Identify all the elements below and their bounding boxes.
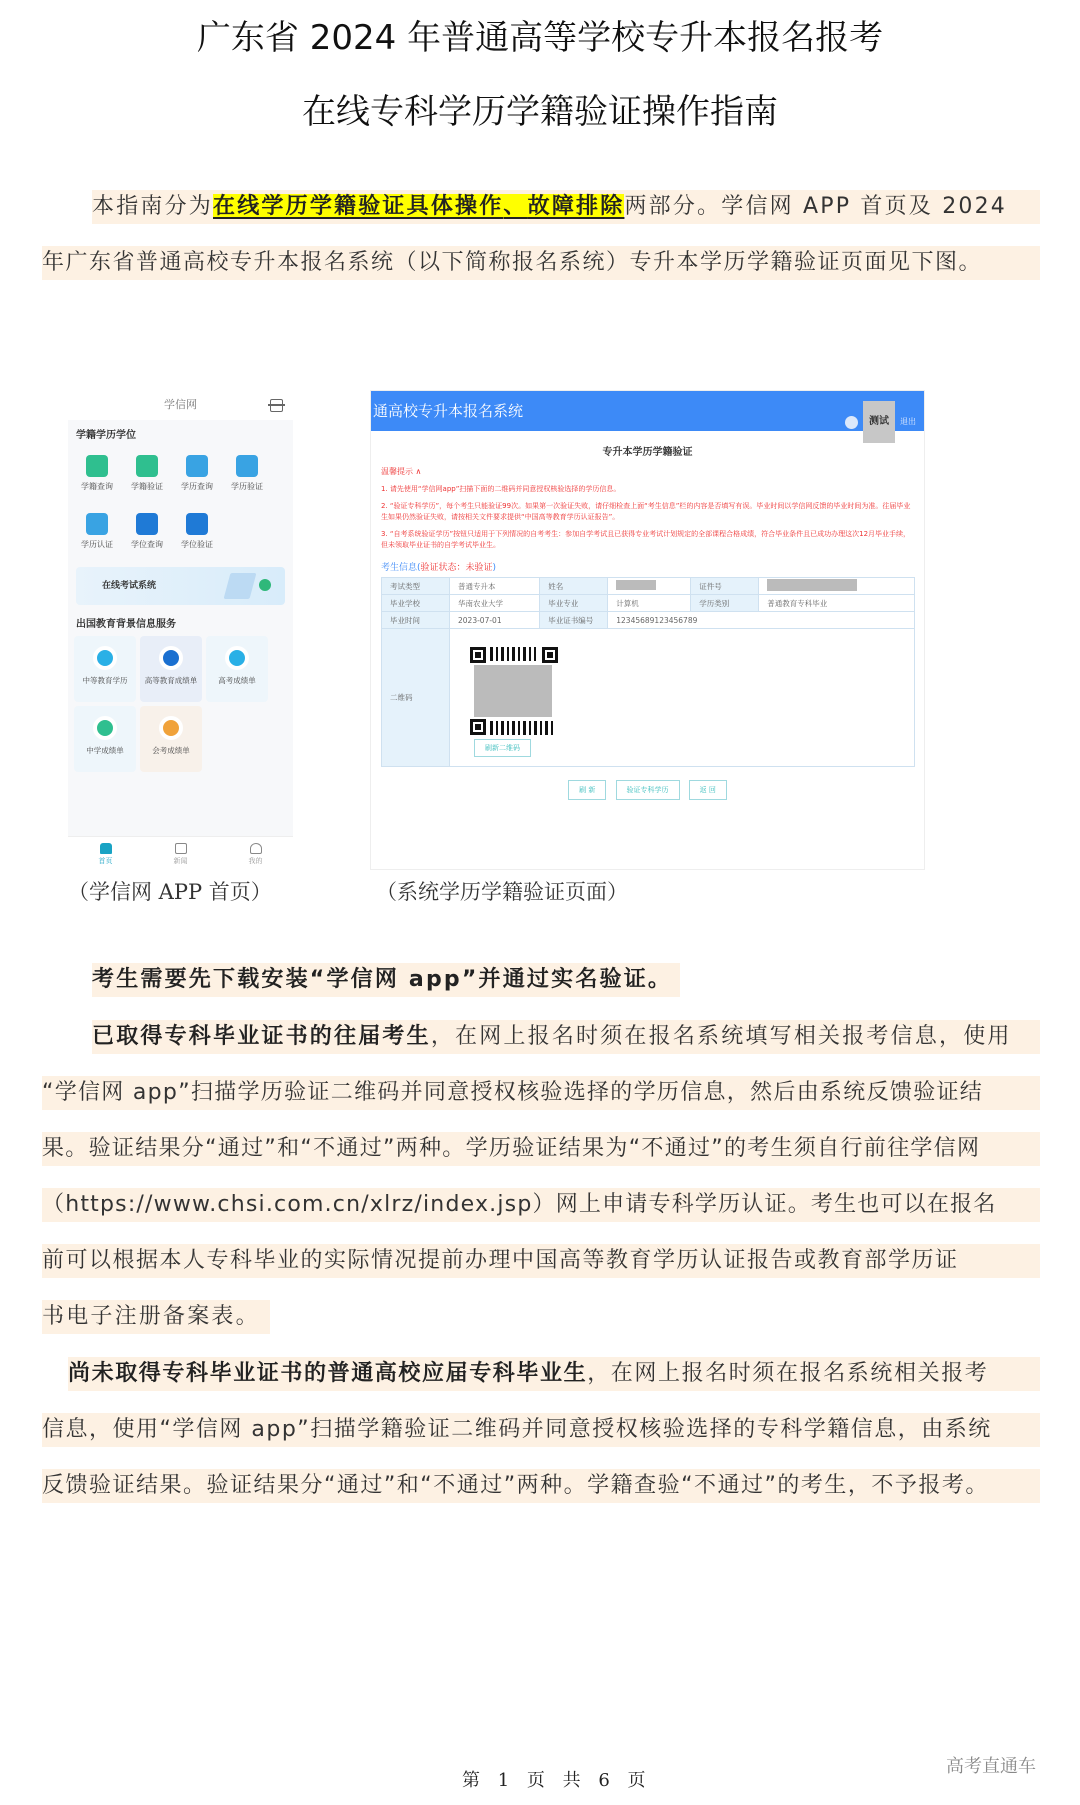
education-certify-icon xyxy=(86,513,108,535)
p3-line-3: 反馈验证结果。验证结果分“通过”和“不通过”两种。学籍查验“不通过”的考生，不予报考。 xyxy=(42,1469,1040,1503)
verify-diploma-button[interactable]: 验证专科学历 xyxy=(616,780,680,800)
field-label: 毕业时间 xyxy=(382,612,450,629)
student-record-verify-icon xyxy=(136,455,158,477)
app-header xyxy=(68,390,293,420)
app-item-label: 学位查询 xyxy=(131,540,163,549)
student-info-table xyxy=(381,577,915,767)
service-higher-education-transcript[interactable] xyxy=(140,636,202,702)
field-value-masked xyxy=(759,578,915,595)
p2-line-1 xyxy=(92,1020,1040,1054)
education-verify-icon xyxy=(236,455,258,477)
system-header xyxy=(371,391,924,431)
table-row-qr xyxy=(382,629,915,767)
tab-home[interactable] xyxy=(68,837,143,870)
field-value: 普通教育专科毕业 xyxy=(759,595,915,612)
refresh-button[interactable]: 刷 新 xyxy=(568,780,606,800)
field-label: 考试类型 xyxy=(382,578,450,595)
system-title: 通高校专升本报名系统 xyxy=(373,402,524,420)
home-icon xyxy=(100,843,112,854)
verification-page-title: 专升本学历学籍验证 xyxy=(602,447,693,458)
p3-line-1 xyxy=(68,1357,1040,1391)
app-item-label: 学历查询 xyxy=(181,482,213,491)
redacted-id xyxy=(767,579,857,591)
online-exam-banner[interactable] xyxy=(76,567,285,605)
app-item-student-record-search[interactable] xyxy=(72,447,122,505)
field-label: 姓名 xyxy=(540,578,608,595)
field-label: 毕业证书编号 xyxy=(540,612,608,629)
back-button[interactable]: 返 回 xyxy=(689,780,727,800)
user-area xyxy=(845,401,916,443)
p2-line-3: 果。验证结果分“通过”和“不通过”两种。学历验证结果为“不通过”的考生须自行前往学信网 xyxy=(42,1132,1040,1166)
field-label: 二维码 xyxy=(382,629,450,767)
student-info-close: ) xyxy=(492,563,497,573)
field-label: 毕业专业 xyxy=(540,595,608,612)
huikao-transcript-icon xyxy=(159,716,183,740)
service-label: 会考成绩单 xyxy=(152,746,190,755)
user-name: 测试 xyxy=(863,401,895,443)
logout-link[interactable]: 退出 xyxy=(900,417,916,426)
intro-line-2: 年广东省普通高校专升本报名系统（以下简称报名系统）专升本学历学籍验证页面见下图。 xyxy=(42,246,1040,280)
p3-bold-lead: 尚未取得专科毕业证书的普通高校应届专科毕业生 xyxy=(68,1361,588,1386)
student-record-search-icon xyxy=(86,455,108,477)
tip-2: 2. “验证专科学历”，每个考生只能验证99次。如果第一次验证失败，请仔细检查上面“考生信息”栏的内容是否填写有误。毕业时间以学信网反馈的毕业时间为准。往届毕业生如果仍然验证失败，请按相关文件要求提供“中国高等教育学历认证报告”。 xyxy=(381,502,911,521)
qr-code-icon xyxy=(470,647,558,735)
app-item-student-record-verify[interactable] xyxy=(122,447,172,505)
tip-1: 1. 请先使用“学信网app”扫描下面的二维码并同意授权核验选择的学历信息。 xyxy=(381,485,621,493)
p2-line-4: （https://www.chsi.com.cn/xlrz/index.jsp）网上申请专科学历认证。考生也可以在报名 xyxy=(42,1188,1040,1222)
action-buttons xyxy=(371,777,924,800)
service-secondary-education[interactable] xyxy=(74,636,136,702)
page-number: 第 1 页 共 6 页 xyxy=(462,1770,652,1791)
caption-system-page: （系统学历学籍验证页面） xyxy=(376,880,628,904)
section-title-records: 学籍学历学位 xyxy=(76,430,136,441)
p2-line-5: 前可以根据本人专科毕业的实际情况提前办理中国高等教育学历认证报告或教育部学历证 xyxy=(42,1244,1040,1278)
highlight-online-verification: 在线学历学籍验证具体操作 xyxy=(213,194,504,219)
app-item-degree-verify[interactable] xyxy=(172,505,222,563)
field-value: 普通专升本 xyxy=(450,578,540,595)
field-value-masked xyxy=(608,578,691,595)
app-item-label: 学位验证 xyxy=(181,540,213,549)
redacted-name xyxy=(616,580,656,590)
field-label: 证件号 xyxy=(691,578,759,595)
check-badge-icon xyxy=(259,579,271,591)
registration-system-screenshot xyxy=(370,390,925,870)
service-huikao-transcript[interactable] xyxy=(140,706,202,772)
services-grid xyxy=(68,636,293,772)
p2-line-6: 书电子注册备案表。 xyxy=(42,1300,270,1334)
app-tab-bar xyxy=(68,836,293,870)
app-item-label: 学历认证 xyxy=(81,540,113,549)
tab-mine[interactable] xyxy=(218,837,293,870)
app-item-education-certify[interactable] xyxy=(72,505,122,563)
education-search-icon xyxy=(186,455,208,477)
caption-app-home: （学信网 APP 首页） xyxy=(68,880,272,904)
highlight-troubleshooting: 故障排除 xyxy=(527,194,625,219)
field-value: 2023-07-01 xyxy=(450,612,540,629)
field-label: 学历类别 xyxy=(691,595,759,612)
service-label: 高等教育成绩单 xyxy=(144,676,198,685)
app-item-label: 学籍验证 xyxy=(131,482,163,491)
table-row xyxy=(382,612,915,629)
tab-label: 新闻 xyxy=(173,857,188,865)
intro-lead: 本指南分为 xyxy=(92,194,214,219)
p2-bold-lead: 已取得专科毕业证书的往届考生 xyxy=(92,1024,431,1049)
app-item-label: 学历验证 xyxy=(231,482,263,491)
table-row xyxy=(382,595,915,612)
tab-news[interactable] xyxy=(143,837,218,870)
service-label: 中学成绩单 xyxy=(86,746,124,755)
field-value: 华南农业大学 xyxy=(450,595,540,612)
field-label: 毕业学校 xyxy=(382,595,450,612)
intro-line-1 xyxy=(92,190,1040,224)
document-title-line2: 在线专科学历学籍验证操作指南 xyxy=(302,92,778,132)
avatar-icon xyxy=(845,416,858,429)
tab-label: 首页 xyxy=(98,857,113,865)
watermark: 高考直通车 xyxy=(946,1756,1036,1777)
tab-label: 我的 xyxy=(248,857,263,865)
gaokao-transcript-icon xyxy=(225,646,249,670)
app-item-degree-search[interactable] xyxy=(122,505,172,563)
service-middle-school-transcript[interactable] xyxy=(74,706,136,772)
higher-education-transcript-icon xyxy=(159,646,183,670)
app-title: 学信网 xyxy=(164,398,197,411)
service-gaokao-transcript[interactable] xyxy=(206,636,268,702)
banner-label: 在线考试系统 xyxy=(102,581,157,591)
middle-school-transcript-icon xyxy=(93,716,117,740)
news-icon xyxy=(175,843,187,854)
section-title-abroad: 出国教育背景信息服务 xyxy=(76,619,176,630)
p2-line-2: “学信网 app”扫描学历验证二维码并同意授权核验选择的学历信息，然后由系统反馈验证结 xyxy=(42,1076,1040,1110)
student-info-heading xyxy=(371,554,924,577)
document-title-line1: 广东省 2024 年普通高等学校专升本报名报考 xyxy=(196,18,884,58)
xuexin-app-screenshot xyxy=(68,390,293,870)
field-value: 计算机 xyxy=(608,595,691,612)
degree-verify-icon xyxy=(186,513,208,535)
scan-icon[interactable] xyxy=(270,399,283,412)
table-row xyxy=(382,578,915,595)
app-item-education-verify[interactable] xyxy=(222,447,272,505)
highlight-separator: 、 xyxy=(503,194,528,219)
degree-search-icon xyxy=(136,513,158,535)
tips-toggle[interactable]: 温馨提示 ∧ xyxy=(381,467,422,476)
app-item-education-search[interactable] xyxy=(172,447,222,505)
student-info-label: 考生信息( xyxy=(381,563,421,573)
document-illustration-icon xyxy=(224,573,257,599)
secondary-education-icon xyxy=(93,646,117,670)
paragraph-install-app: 考生需要先下载安装“学信网 app”并通过实名验证。 xyxy=(92,963,680,997)
p3-text: ，在网上报名时须在报名系统相关报考 xyxy=(587,1361,989,1386)
p3-line-2: 信息，使用“学信网 app”扫描学籍验证二维码并同意授权核验选择的专科学籍信息，由系统 xyxy=(42,1413,1040,1447)
service-label: 高考成绩单 xyxy=(218,676,256,685)
qr-cell xyxy=(450,629,915,767)
p2-text: ，在网上报名时须在报名系统填写相关报考信息，使用 xyxy=(430,1024,1012,1049)
verify-status: 验证状态：未验证 xyxy=(420,563,493,573)
user-icon xyxy=(250,843,262,854)
intro-rest: 两部分。学信网 APP 首页及 2024 xyxy=(624,194,1007,219)
field-value: 12345689123456789 xyxy=(608,612,915,629)
service-label: 中等教育学历 xyxy=(82,676,128,685)
qr-redacted xyxy=(474,665,552,717)
app-item-label: 学籍查询 xyxy=(81,482,113,491)
tip-3: 3. “自考系统验证学历”按钮只适用于下列情况的自考考生：参加自学考试且已获得专业考试计划规定的全部课程合格成绩，符合毕业条件且已成功办理这次12月毕业手续，但未领取毕业证书的自学考试毕业生。 xyxy=(381,530,911,549)
refresh-qr-button[interactable]: 刷新二维码 xyxy=(474,739,531,757)
records-grid xyxy=(68,447,293,563)
